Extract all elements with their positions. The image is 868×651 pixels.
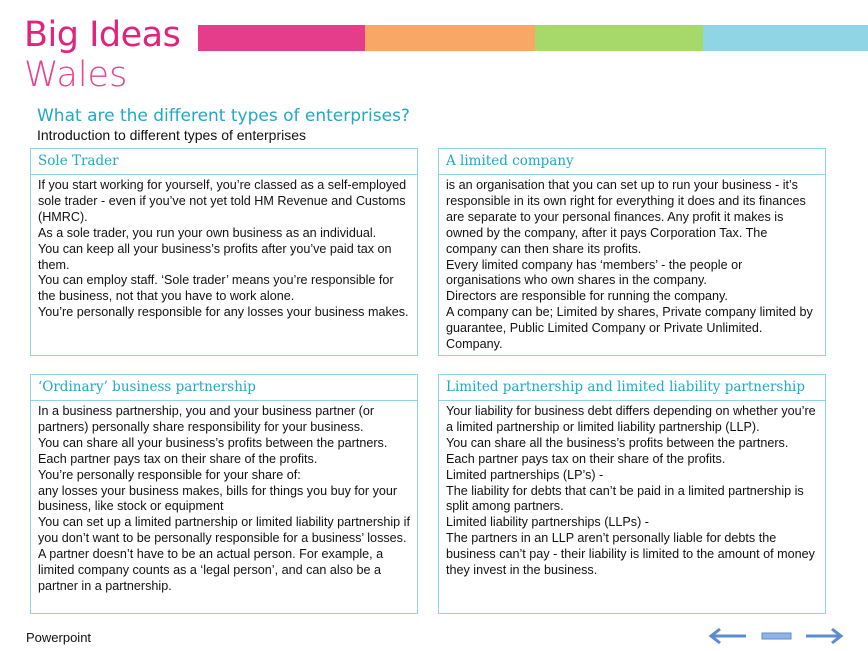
partnership-body — [30, 400, 418, 614]
partnership-line: Each partner pays tax on their share of the profits. — [38, 451, 318, 466]
sole-trader-line: As a sole trader, you run your own business as an individual. — [38, 225, 377, 240]
limited-company-body — [438, 174, 826, 356]
sole-trader-heading: Sole Trader — [30, 148, 418, 175]
page-title: What are the different types of enterprises? — [37, 106, 410, 126]
logo-big-ideas: Big Ideas — [24, 15, 181, 55]
llp-line: Your liability for business debt differs depending on whether you’re a limited partnership or limited liability partnership (LLP). — [446, 404, 816, 434]
sole-trader-line: You’re personally responsible for any losses your business makes. — [38, 305, 409, 320]
partnership-line: In a business partnership, you and your business partner (or partners) personally share responsibility for your business. — [38, 404, 375, 434]
partnership-line: You can set up a limited partnership or limited liability partnership if you don’t want to be personally responsible for a business’ losses. — [38, 515, 410, 546]
partnership-line: You’re personally responsible for your share of: — [38, 467, 301, 482]
limited-company-line: Directors are responsible for running the company. — [446, 289, 728, 304]
partnership-line: any losses your business makes, bills for things you buy for your business, like stock or equipment — [38, 483, 398, 514]
color-bar-blue — [703, 25, 868, 51]
sole-trader-body — [30, 174, 418, 356]
llp-body — [438, 400, 826, 614]
arrow-right-icon[interactable] — [804, 624, 846, 648]
llp-line: Each partner pays tax on their share of the profits. — [446, 451, 726, 466]
llp-line: The partners in an LLP aren’t personally liable for debts the business can’t pay - their liability is limited to the amount of money they invest in the business. — [446, 531, 815, 578]
limited-company-heading: A limited company — [438, 148, 826, 175]
sole-trader-line: If you start working for yourself, you’re classed as a self-employed sole trader - even if you’ve not yet told HM Revenue and Customs (HMRC). — [38, 178, 407, 224]
llp-line: Limited liability partnerships (LLPs) - — [446, 515, 649, 530]
llp-heading: Limited partnership and limited liability partnership — [438, 374, 826, 401]
partnership-line: You can share all your business’s profits between the partners. — [38, 435, 388, 450]
llp-line: Limited partnerships (LP’s) - — [446, 467, 604, 482]
llp-line: The liability for debts that can’t be paid in a limited partnership is split among partners. — [446, 483, 804, 514]
limited-company-line: Every limited company has ‘members’ - the people or organisations who own shares in the company. — [446, 257, 743, 288]
limited-company-line: is an organisation that you can set up to run your business - it’s responsible in its own right for everything it does and its finances are separate to your personal finances. Any profit it makes is owned by the company, after it pays Corporation Tax. The company can then share its profits. — [446, 178, 806, 256]
partnership-heading: ‘Ordinary’ business partnership — [30, 374, 418, 401]
sole-trader-line: You can keep all your business’s profits after you’ve paid tax on them. — [38, 241, 392, 272]
dash-icon[interactable] — [761, 624, 792, 648]
sole-trader-line: You can employ staff. ‘Sole trader’ means you’re responsible for the business, not that you have to work alone. — [38, 273, 394, 304]
color-bar-green — [535, 25, 703, 51]
arrow-left-icon[interactable] — [706, 624, 748, 648]
page-subtitle: Introduction to different types of enterprises — [37, 127, 307, 143]
color-bar-pink — [198, 25, 365, 51]
color-bar-orange — [365, 25, 535, 51]
partnership-line: A partner doesn’t have to be an actual person. For example, a limited company counts as a ‘legal person’, and can also be a partner in a partnership. — [38, 547, 384, 593]
limited-company-line: A company can be; Limited by shares, Private company limited by guarantee, Public Limited Company or Private Unlimited. Company. — [446, 305, 813, 352]
llp-line: You can share all the business’s profits between the partners. — [446, 435, 789, 450]
footer-label: Powerpoint — [26, 630, 92, 645]
logo-wales: Wales — [24, 55, 128, 95]
